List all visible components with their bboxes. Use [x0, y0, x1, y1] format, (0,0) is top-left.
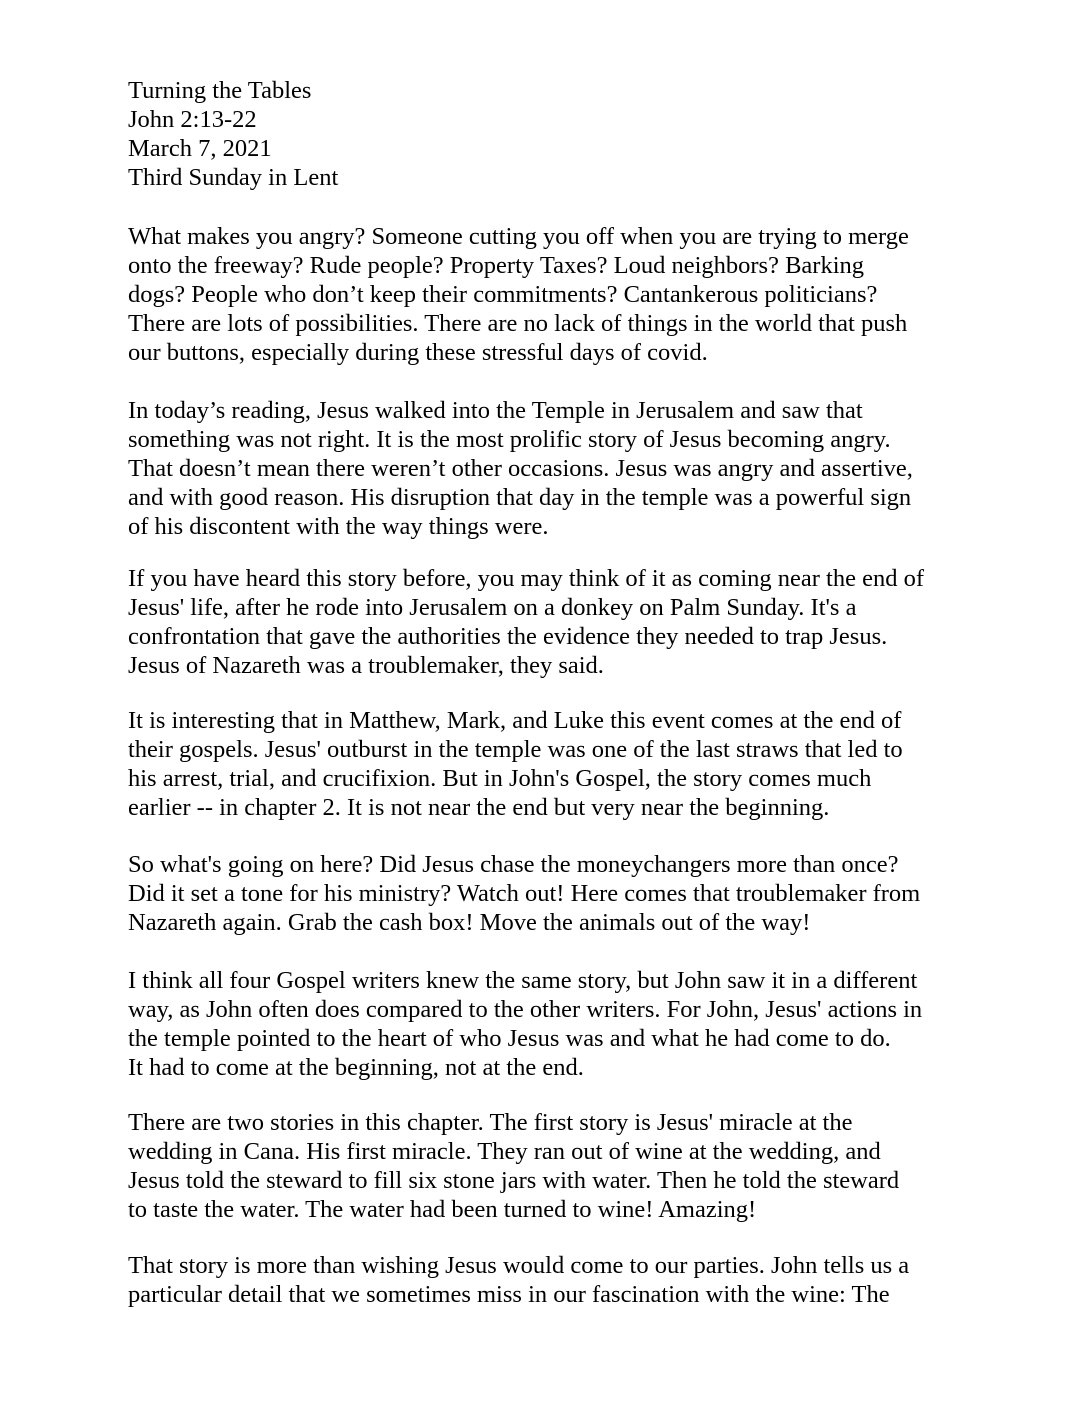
- paragraph-1: [128, 222, 1028, 367]
- sermon-date: March 7, 2021: [128, 135, 272, 162]
- paragraph-line: So what's going on here? Did Jesus chase the moneychangers more than once?: [128, 851, 899, 878]
- paragraph-line: If you have heard this story before, you may think of it as coming near the end of: [128, 565, 925, 592]
- paragraph-line: dogs? People who don’t keep their commitments? Cantankerous politicians?: [128, 281, 878, 308]
- paragraph-line: Jesus told the steward to fill six stone jars with water. Then he told the steward: [128, 1167, 900, 1194]
- paragraph-line: onto the freeway? Rude people? Property Taxes? Loud neighbors? Barking: [128, 252, 865, 279]
- paragraph-4: [128, 706, 1028, 822]
- paragraph-line: Jesus of Nazareth was a troublemaker, they said.: [128, 652, 604, 679]
- paragraph-line: something was not right. It is the most prolific story of Jesus becoming angry.: [128, 426, 891, 453]
- paragraph-6: [128, 966, 1028, 1082]
- paragraph-line: There are two stories in this chapter. The first story is Jesus' miracle at the: [128, 1109, 853, 1136]
- scripture-reference: John 2:13-22: [128, 106, 257, 133]
- paragraph-line: way, as John often does compared to the other writers. For John, Jesus' actions in: [128, 996, 923, 1023]
- paragraph-line: the temple pointed to the heart of who Jesus was and what he had come to do.: [128, 1025, 891, 1052]
- paragraph-line: Jesus' life, after he rode into Jerusalem on a donkey on Palm Sunday. It's a: [128, 594, 857, 621]
- paragraph-line: and with good reason. His disruption that day in the temple was a powerful sign: [128, 484, 912, 511]
- sermon-heading: [128, 76, 1028, 192]
- paragraph-line: their gospels. Jesus' outburst in the temple was one of the last straws that led to: [128, 736, 903, 763]
- paragraph-line: earlier -- in chapter 2. It is not near the end but very near the beginning.: [128, 794, 830, 821]
- paragraph-line: our buttons, especially during these stressful days of covid.: [128, 339, 708, 366]
- liturgical-occasion: Third Sunday in Lent: [128, 164, 339, 191]
- paragraph-line: particular detail that we sometimes miss in our fascination with the wine: The: [128, 1281, 890, 1308]
- paragraph-5: [128, 850, 1028, 937]
- paragraph-line: Nazareth again. Grab the cash box! Move the animals out of the way!: [128, 909, 811, 936]
- paragraph-line: I think all four Gospel writers knew the same story, but John saw it in a different: [128, 967, 918, 994]
- paragraph-line: of his discontent with the way things were.: [128, 513, 549, 540]
- sermon-title: Turning the Tables: [128, 77, 312, 104]
- paragraph-2: [128, 396, 1028, 541]
- paragraph-line: What makes you angry? Someone cutting you off when you are trying to merge: [128, 223, 909, 250]
- paragraph-line: confrontation that gave the authorities the evidence they needed to trap Jesus.: [128, 623, 888, 650]
- paragraph-line: his arrest, trial, and crucifixion. But in John's Gospel, the story comes much: [128, 765, 872, 792]
- paragraph-line: to taste the water. The water had been turned to wine! Amazing!: [128, 1196, 757, 1223]
- paragraph-3: [128, 564, 1028, 680]
- paragraph-line: There are lots of possibilities. There are no lack of things in the world that push: [128, 310, 908, 337]
- paragraph-7: [128, 1108, 1028, 1224]
- paragraph-8: [128, 1251, 1028, 1309]
- paragraph-line: Did it set a tone for his ministry? Watch out! Here comes that troublemaker from: [128, 880, 921, 907]
- paragraph-line: In today’s reading, Jesus walked into the Temple in Jerusalem and saw that: [128, 397, 863, 424]
- paragraph-line: It is interesting that in Matthew, Mark, and Luke this event comes at the end of: [128, 707, 902, 734]
- paragraph-line: That story is more than wishing Jesus would come to our parties. John tells us a: [128, 1252, 910, 1279]
- paragraph-line: It had to come at the beginning, not at the end.: [128, 1054, 584, 1081]
- paragraph-line: wedding in Cana. His first miracle. They ran out of wine at the wedding, and: [128, 1138, 881, 1165]
- paragraph-line: That doesn’t mean there weren’t other occasions. Jesus was angry and assertive,: [128, 455, 913, 482]
